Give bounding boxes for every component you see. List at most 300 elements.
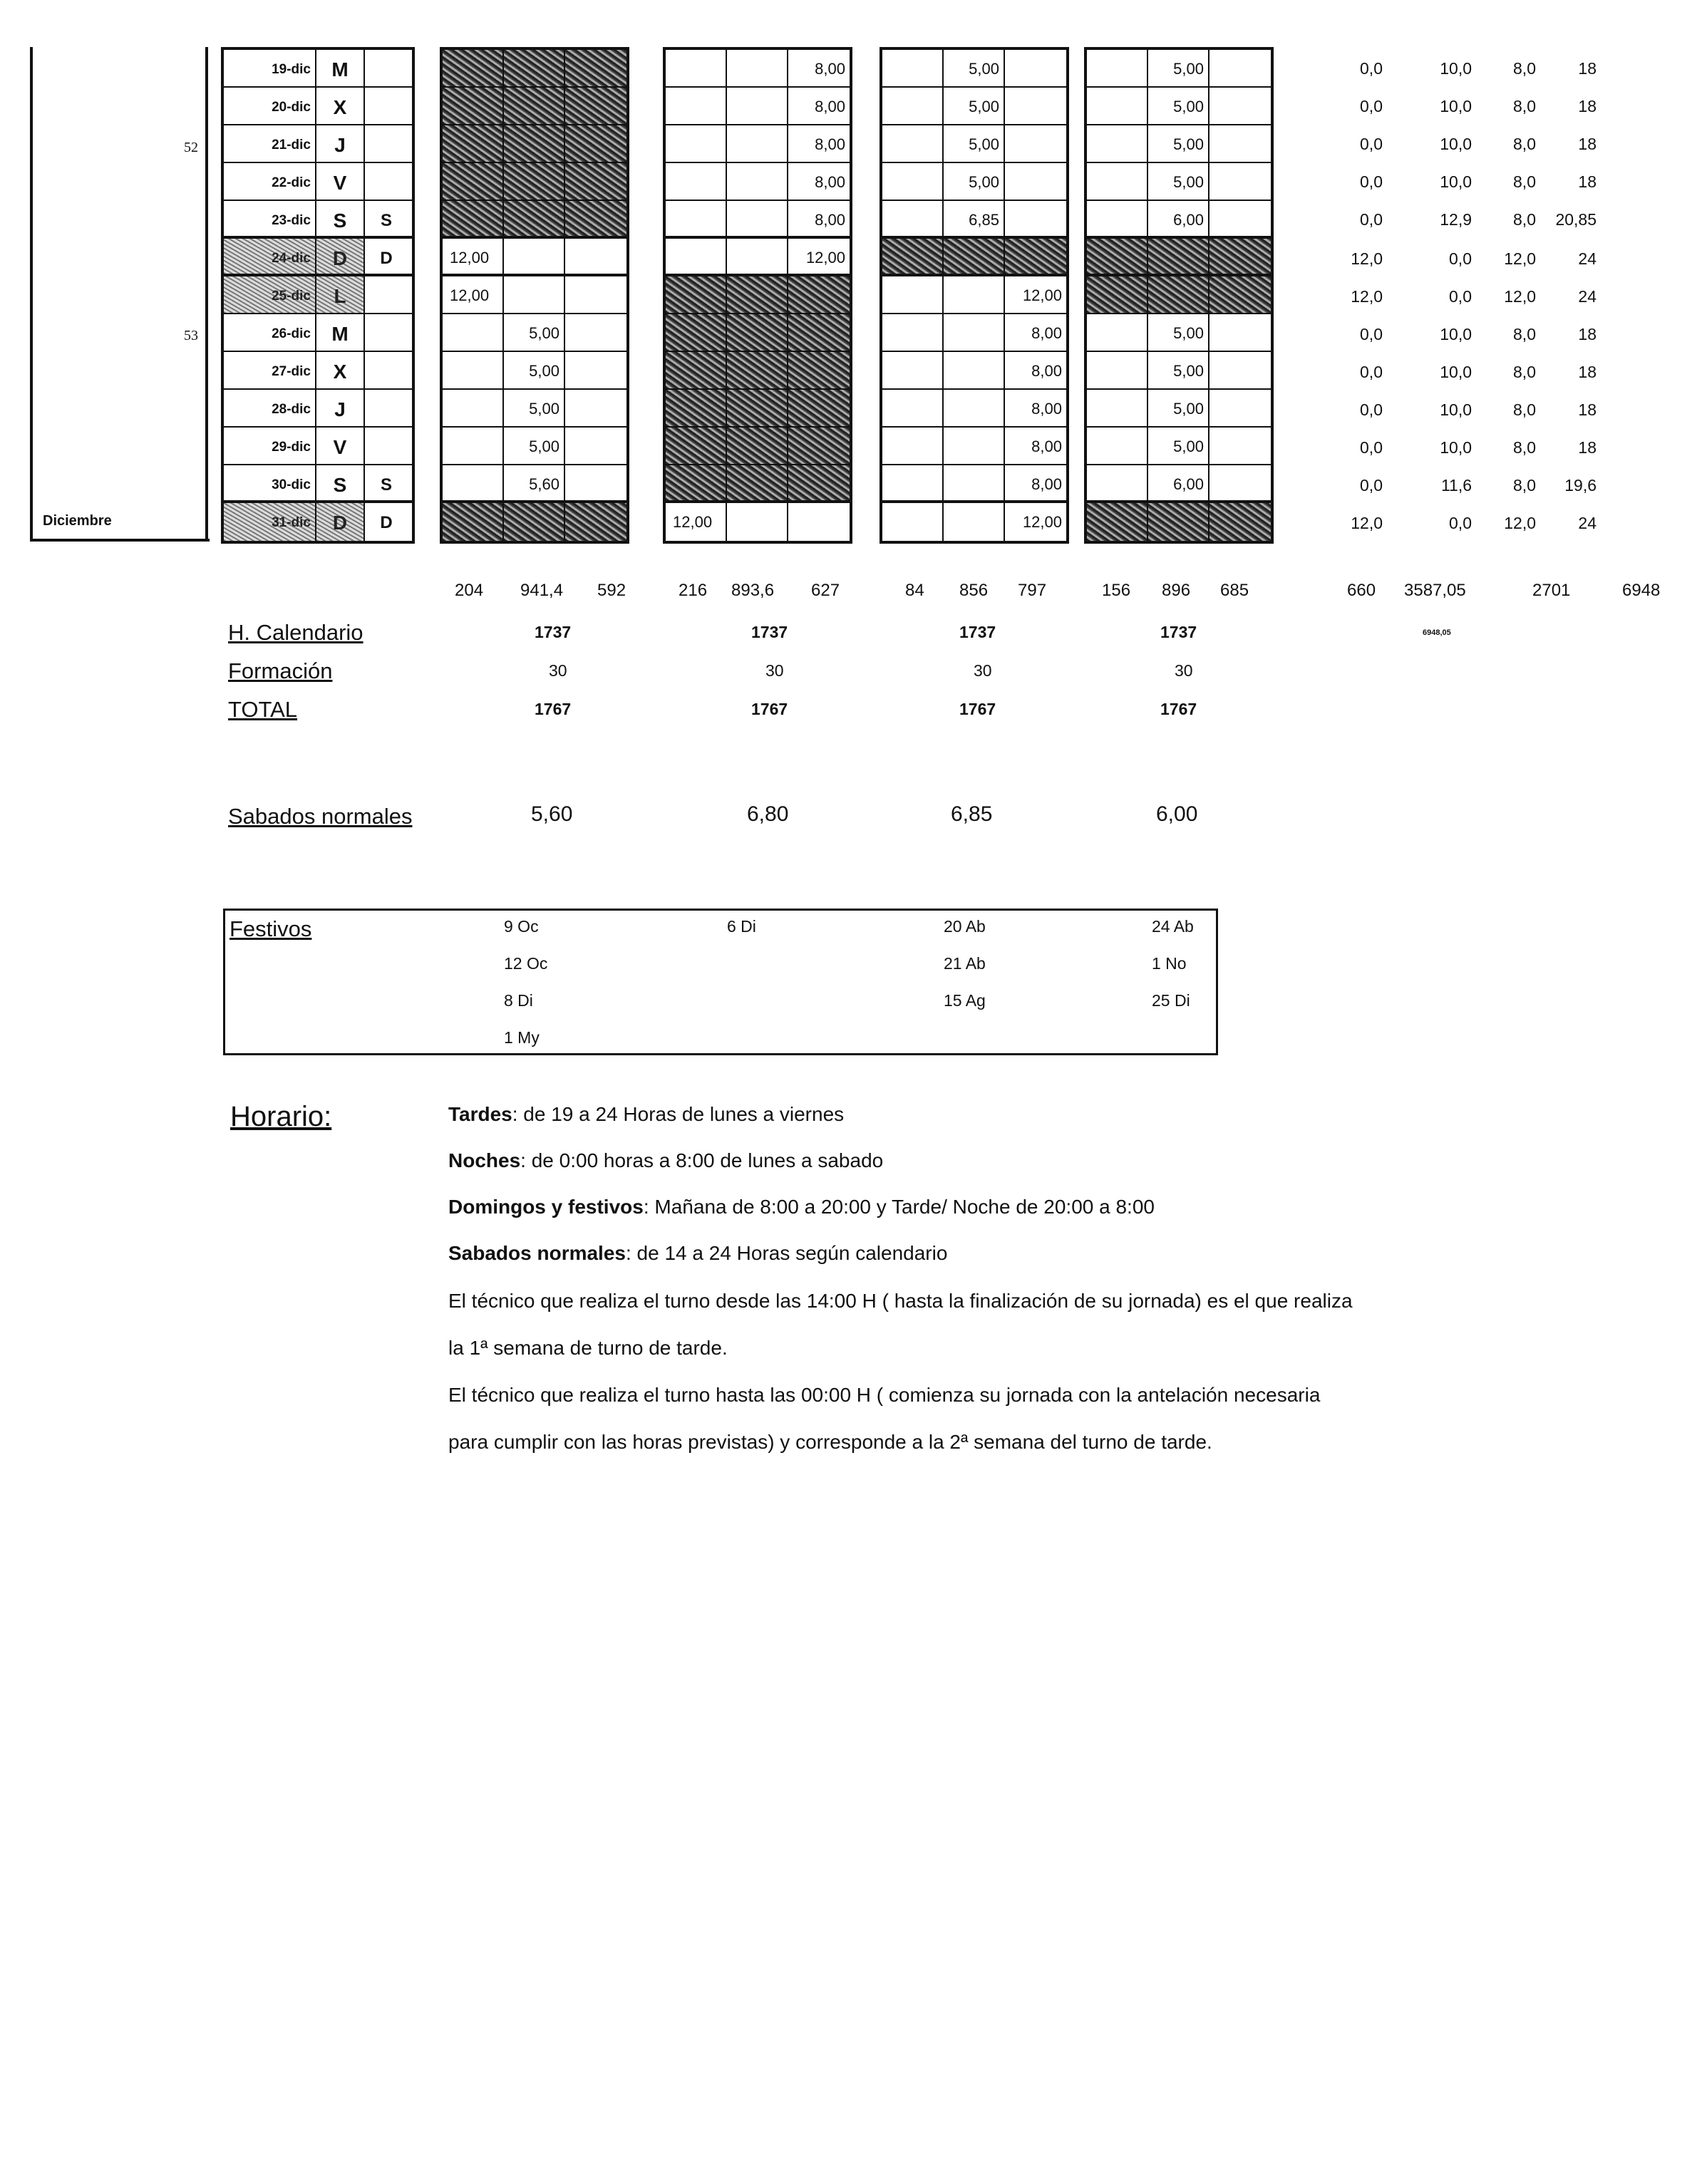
shift-cell: [1005, 201, 1066, 236]
shift-cell: 5,00: [944, 163, 1005, 200]
summary-row: [1340, 88, 1668, 125]
summary-row: [1340, 278, 1668, 316]
shift-row: [1087, 125, 1271, 163]
shift-cell: [882, 88, 944, 124]
summary-row: [1340, 240, 1668, 278]
shift-cell: [1087, 352, 1148, 388]
shift-cell: 6,00: [1148, 465, 1209, 500]
day-weekday: S: [316, 201, 365, 236]
shift-cell-hatched: [788, 352, 850, 388]
day-date: 25-dic: [224, 276, 316, 313]
summary-total-3: 2701: [1532, 581, 1571, 600]
summary-cell: 8,0: [1513, 363, 1536, 381]
day-weekday: M: [316, 314, 365, 351]
total-g4-a: 156: [1102, 581, 1131, 600]
shift-cell: 12,00: [1022, 286, 1062, 304]
shift-cell-hatched: [727, 465, 788, 500]
day-date: 28-dic: [224, 390, 316, 426]
summary-cell: 12,9: [1440, 210, 1472, 229]
shift-cell: 6,00: [1148, 201, 1209, 236]
shift-cell: [727, 88, 788, 124]
shift-cell: 8,00: [815, 60, 845, 78]
shift-cell: 12,00: [443, 276, 504, 313]
bracket-right-line: [205, 47, 208, 539]
summary-row: [1340, 429, 1668, 467]
shift-cell: 5,00: [1148, 314, 1209, 351]
shift-cell: [1209, 88, 1271, 124]
summary-cell: 8,0: [1513, 438, 1536, 457]
total-g3-b: 856: [959, 581, 989, 600]
day-date: 22-dic: [224, 163, 316, 200]
h-calendario-g1: 1737: [535, 623, 572, 641]
shift-cell: 5,00: [1148, 125, 1209, 162]
summary-cell: 18: [1578, 400, 1597, 419]
day-special: [365, 428, 408, 464]
shift-cell-hatched: [443, 50, 504, 86]
festivos-box: [223, 909, 1218, 1055]
shift-cell: 5,00: [944, 50, 1005, 86]
shift-cell-hatched: [565, 50, 626, 86]
summary-cell: 10,0: [1440, 325, 1472, 343]
shift-row: [443, 239, 626, 276]
shift-cell: [565, 465, 626, 500]
bracket-left-line: [30, 47, 33, 539]
shift-cell-hatched: [727, 428, 788, 464]
h-calendario-g2: 1737: [751, 623, 788, 641]
shift-row: [1087, 239, 1271, 276]
summary-cell: 24: [1578, 287, 1597, 306]
summary-cell: 0,0: [1449, 249, 1472, 268]
festivo-date: 1 My: [504, 1028, 540, 1047]
summary-cell: 18: [1578, 438, 1597, 457]
week-label-52: 52: [184, 140, 198, 155]
shift-cell-hatched: [1087, 276, 1148, 313]
summary-cell: 0,0: [1360, 135, 1383, 153]
summary-row: [1340, 391, 1668, 429]
summary-cell: 0,0: [1360, 59, 1383, 78]
shift-cell: [443, 465, 504, 500]
shift-cell: 8,00: [1031, 400, 1062, 418]
formacion-g1: 30: [549, 661, 567, 680]
shift-cell: [443, 428, 504, 464]
day-date: 21-dic: [224, 125, 316, 162]
day-weekday: V: [316, 428, 365, 464]
day-row: [224, 352, 412, 390]
shift-cell: [565, 352, 626, 388]
shift-cell: [565, 276, 626, 313]
festivo-date: 24 Ab: [1152, 917, 1194, 936]
shift-cell: 5,00: [1148, 428, 1209, 464]
shift-cell: [882, 314, 944, 351]
total-g3-c: 797: [1018, 581, 1047, 600]
month-bracket: [30, 47, 210, 539]
shift-cell: 5,00: [1148, 50, 1209, 86]
shift-cell: [1209, 314, 1271, 351]
shift-cell: 8,00: [815, 98, 845, 115]
shift-cell-hatched: [788, 428, 850, 464]
summary-cell: 8,0: [1513, 210, 1536, 229]
summary-cell: 10,0: [1440, 97, 1472, 115]
total-g1-c: 592: [597, 581, 626, 600]
day-date: 19-dic: [224, 50, 316, 86]
day-special: [365, 276, 408, 313]
summary-cell: 18: [1578, 172, 1597, 191]
shift-cell: [666, 239, 727, 274]
shift-cell-hatched: [788, 465, 850, 500]
bracket-bottom-line: [30, 539, 210, 542]
day-weekday: D: [316, 503, 365, 541]
shift-cell-hatched: [788, 390, 850, 426]
shift-row: [882, 125, 1066, 163]
shift-row: [443, 428, 626, 465]
shift-cell: [882, 503, 944, 541]
summary-cell: 0,0: [1360, 400, 1383, 419]
shift-cell: 8,00: [1031, 324, 1062, 342]
shift-row: [443, 88, 626, 125]
day-weekday: D: [316, 239, 365, 274]
week-label-53: 53: [184, 328, 198, 343]
shift-row: [443, 201, 626, 239]
shift-grid-4: [1084, 47, 1274, 544]
day-column: [221, 47, 415, 544]
shift-grid-3: [880, 47, 1069, 544]
shift-cell: 12,00: [443, 239, 504, 274]
shift-row: [666, 50, 850, 88]
summary-total-1: 660: [1347, 581, 1376, 600]
shift-row: [666, 276, 850, 314]
shift-cell: [1087, 88, 1148, 124]
shift-cell: [1087, 390, 1148, 426]
shift-row: [443, 465, 626, 503]
shift-row: [443, 352, 626, 390]
shift-cell: [882, 465, 944, 500]
total-g4: 1767: [1160, 700, 1197, 718]
summary-row: [1340, 50, 1668, 88]
shift-row: [1087, 88, 1271, 125]
shift-cell: [944, 390, 1005, 426]
shift-cell: [443, 314, 504, 351]
summary-cell: 10,0: [1440, 135, 1472, 153]
shift-cell-hatched: [788, 314, 850, 351]
shift-row: [1087, 465, 1271, 503]
day-row: [224, 503, 412, 541]
shift-cell-hatched: [666, 465, 727, 500]
day-row: [224, 163, 412, 201]
summary-cell: 18: [1578, 325, 1597, 343]
shift-cell: [882, 125, 944, 162]
day-special: S: [380, 475, 392, 495]
summary-cell: 0,0: [1360, 438, 1383, 457]
day-special: [365, 50, 408, 86]
formacion-g2: 30: [765, 661, 784, 680]
summary-cell: 8,0: [1513, 135, 1536, 153]
shift-cell: [882, 163, 944, 200]
festivo-date: 20 Ab: [944, 917, 986, 936]
shift-row: [443, 50, 626, 88]
summary-row: [1340, 201, 1668, 239]
summary-cell: 12,0: [1351, 287, 1383, 306]
summary-cell: 19,6: [1564, 476, 1597, 495]
shift-cell-hatched: [565, 503, 626, 541]
day-special: D: [380, 513, 393, 532]
day-weekday: L: [316, 276, 365, 313]
shift-grid-2: [663, 47, 852, 544]
total-g2: 1767: [751, 700, 788, 718]
day-weekday: J: [316, 125, 365, 162]
horario-domingos-text: : Mañana de 8:00 a 20:00 y Tarde/ Noche de 20:00 a 8:00: [643, 1196, 1155, 1218]
summary-row: [1340, 353, 1668, 391]
horario-title: Horario:: [230, 1101, 332, 1132]
summary-cell: 10,0: [1440, 438, 1472, 457]
summary-cell: 10,0: [1440, 400, 1472, 419]
shift-row: [666, 163, 850, 201]
summary-cell: 18: [1578, 59, 1597, 78]
shift-cell: [944, 428, 1005, 464]
shift-cell: [443, 390, 504, 426]
shift-row: [666, 125, 850, 163]
shift-cell: [1209, 465, 1271, 500]
summary-cell: 0,0: [1360, 325, 1383, 343]
summary-small-total: 6948,05: [1423, 628, 1451, 637]
shift-cell: [788, 503, 850, 541]
shift-cell-hatched: [944, 239, 1005, 274]
shift-cell: 12,00: [1022, 513, 1062, 531]
shift-cell-hatched: [1005, 239, 1066, 274]
shift-cell: [1005, 163, 1066, 200]
horario-paragraph-4: para cumplir con las horas previstas) y corresponde a la 2ª semana del turno de tarde.: [448, 1431, 1212, 1453]
summary-cell: 8,0: [1513, 172, 1536, 191]
summary-cell: 8,0: [1513, 400, 1536, 419]
day-weekday: S: [316, 465, 365, 500]
shift-cell: [882, 201, 944, 236]
summary-cell: 10,0: [1440, 59, 1472, 78]
day-date: 26-dic: [224, 314, 316, 351]
shift-cell: 12,00: [805, 249, 845, 266]
day-row: [224, 314, 412, 352]
sabados-label: Sabados normales: [228, 804, 413, 829]
shift-row: [666, 503, 850, 541]
horario-sabados-text: : de 14 a 24 Horas según calendario: [625, 1242, 948, 1264]
horario-tardes-text: : de 19 a 24 Horas de lunes a viernes: [512, 1103, 845, 1125]
summary-cell: 24: [1578, 249, 1597, 268]
shift-cell-hatched: [666, 390, 727, 426]
festivo-date: 15 Ag: [944, 991, 986, 1010]
shift-cell-hatched: [666, 314, 727, 351]
day-row: [224, 239, 412, 276]
shift-cell: [727, 125, 788, 162]
summary-cell: 0,0: [1449, 514, 1472, 532]
summary-cell: 11,6: [1440, 476, 1472, 495]
shift-cell: [1209, 163, 1271, 200]
shift-cell: [1087, 201, 1148, 236]
shift-cell-hatched: [443, 88, 504, 124]
summary-cell: 18: [1578, 135, 1597, 153]
total-g3-a: 84: [905, 581, 924, 600]
shift-cell: [1209, 428, 1271, 464]
shift-cell: [1209, 201, 1271, 236]
day-row: [224, 390, 412, 428]
shift-cell-hatched: [666, 352, 727, 388]
shift-cell: [882, 390, 944, 426]
summary-cell: 20,85: [1555, 210, 1597, 229]
shift-row: [666, 88, 850, 125]
day-date: 24-dic: [224, 239, 316, 274]
shift-cell: 5,00: [504, 428, 565, 464]
shift-cell-hatched: [1087, 239, 1148, 274]
summary-row: [1340, 316, 1668, 353]
formacion-label: Formación: [228, 658, 333, 683]
shift-cell: 5,60: [504, 465, 565, 500]
shift-cell: [565, 428, 626, 464]
horario-tardes-label: Tardes: [448, 1103, 512, 1125]
shift-cell: 8,00: [815, 173, 845, 191]
shift-cell: [565, 239, 626, 274]
shift-cell: 8,00: [815, 211, 845, 229]
shift-row: [443, 314, 626, 352]
shift-cell-hatched: [1209, 503, 1271, 541]
summary-cell: 0,0: [1360, 210, 1383, 229]
summary-total-4: 6948: [1622, 581, 1661, 600]
summary-row: [1340, 163, 1668, 201]
shift-cell: [1087, 50, 1148, 86]
shift-cell-hatched: [1148, 276, 1209, 313]
shift-cell: [1005, 125, 1066, 162]
shift-cell-hatched: [1209, 276, 1271, 313]
sabados-g3: 6,85: [951, 802, 993, 826]
festivos-label: Festivos: [229, 916, 312, 941]
shift-row: [882, 163, 1066, 201]
shift-cell: [1209, 352, 1271, 388]
shift-cell-hatched: [727, 352, 788, 388]
shift-cell: [944, 276, 1005, 313]
summary-cell: 12,0: [1351, 514, 1383, 532]
summary-cell: 12,0: [1351, 249, 1383, 268]
total-g4-c: 685: [1220, 581, 1249, 600]
shift-cell: [666, 88, 727, 124]
day-special: D: [380, 249, 393, 268]
horario-noches-label: Noches: [448, 1149, 521, 1171]
shift-cell: [727, 201, 788, 236]
day-row: [224, 125, 412, 163]
shift-row: [1087, 428, 1271, 465]
day-date: 31-dic: [224, 503, 316, 541]
day-weekday: X: [316, 352, 365, 388]
shift-cell: 5,00: [1148, 390, 1209, 426]
shift-row: [443, 276, 626, 314]
total-g3: 1767: [959, 700, 996, 718]
shift-cell-hatched: [504, 163, 565, 200]
shift-row: [882, 239, 1066, 276]
festivo-date: 21 Ab: [944, 954, 986, 973]
shift-row: [666, 352, 850, 390]
horario-domingos-label: Domingos y festivos: [448, 1196, 644, 1218]
shift-cell: 8,00: [815, 135, 845, 153]
formacion-g3: 30: [974, 661, 992, 680]
shift-cell: [504, 239, 565, 274]
shift-cell: [1087, 125, 1148, 162]
festivo-date: 25 Di: [1152, 991, 1190, 1010]
shift-row: [882, 428, 1066, 465]
summary-cell: 12,0: [1504, 287, 1536, 306]
shift-cell: [1209, 125, 1271, 162]
shift-row: [1087, 163, 1271, 201]
total-g1: 1767: [535, 700, 572, 718]
total-g2-c: 627: [811, 581, 840, 600]
festivo-date: 1 No: [1152, 954, 1187, 973]
day-date: 30-dic: [224, 465, 316, 500]
shift-cell: [666, 201, 727, 236]
horario-domingos: [448, 1196, 1155, 1218]
shift-cell: [727, 163, 788, 200]
shift-cell: [944, 465, 1005, 500]
shift-cell: 5,00: [1148, 163, 1209, 200]
horario-paragraph-1: El técnico que realiza el turno desde las 14:00 H ( hasta la finalización de su jornada) es el que realiza: [448, 1290, 1353, 1312]
shift-cell-hatched: [443, 503, 504, 541]
shift-row: [666, 428, 850, 465]
day-special: [365, 352, 408, 388]
shift-cell: 5,00: [944, 88, 1005, 124]
shift-row: [882, 390, 1066, 428]
summary-row: [1340, 504, 1668, 542]
day-date: 20-dic: [224, 88, 316, 124]
day-row: [224, 465, 412, 503]
shift-cell: 5,00: [504, 314, 565, 351]
shift-cell: [1209, 50, 1271, 86]
shift-cell-hatched: [788, 276, 850, 313]
h-calendario-g4: 1737: [1160, 623, 1197, 641]
shift-cell: 5,00: [1148, 88, 1209, 124]
shift-cell: [1087, 314, 1148, 351]
horario-noches-text: : de 0:00 horas a 8:00 de lunes a sabado: [520, 1149, 884, 1171]
day-row: [224, 201, 412, 239]
shift-cell: 6,85: [944, 201, 1005, 236]
festivo-date: 9 Oc: [504, 917, 539, 936]
shift-cell-hatched: [882, 239, 944, 274]
shift-row: [666, 239, 850, 276]
shift-cell-hatched: [1148, 239, 1209, 274]
shift-cell: [882, 276, 944, 313]
festivo-date: 8 Di: [504, 991, 533, 1010]
shift-cell: 5,00: [944, 125, 1005, 162]
shift-cell-hatched: [504, 125, 565, 162]
day-row: [224, 428, 412, 465]
day-special: [365, 163, 408, 200]
summary-cell: 0,0: [1360, 172, 1383, 191]
h-calendario-g3: 1737: [959, 623, 996, 641]
shift-cell: [1005, 88, 1066, 124]
shift-cell-hatched: [504, 50, 565, 86]
festivo-date: 12 Oc: [504, 954, 548, 973]
day-weekday: M: [316, 50, 365, 86]
horario-sabados: [448, 1242, 947, 1265]
shift-cell: 5,00: [1148, 352, 1209, 388]
summary-cell: 10,0: [1440, 172, 1472, 191]
shift-row: [443, 125, 626, 163]
summary-cell: 18: [1578, 363, 1597, 381]
day-date: 29-dic: [224, 428, 316, 464]
sabados-g1: 5,60: [531, 802, 573, 826]
shift-cell: [882, 50, 944, 86]
summary-cell: 0,0: [1449, 287, 1472, 306]
shift-cell: 5,00: [504, 390, 565, 426]
shift-row: [666, 201, 850, 239]
horario-paragraph-3: El técnico que realiza el turno hasta las 00:00 H ( comienza su jornada con la antelación necesaria: [448, 1384, 1321, 1406]
shift-cell-hatched: [727, 314, 788, 351]
total-label: TOTAL: [228, 697, 298, 722]
summary-cell: 8,0: [1513, 59, 1536, 78]
shift-cell-hatched: [504, 88, 565, 124]
total-g2-b: 893,6: [731, 581, 775, 600]
